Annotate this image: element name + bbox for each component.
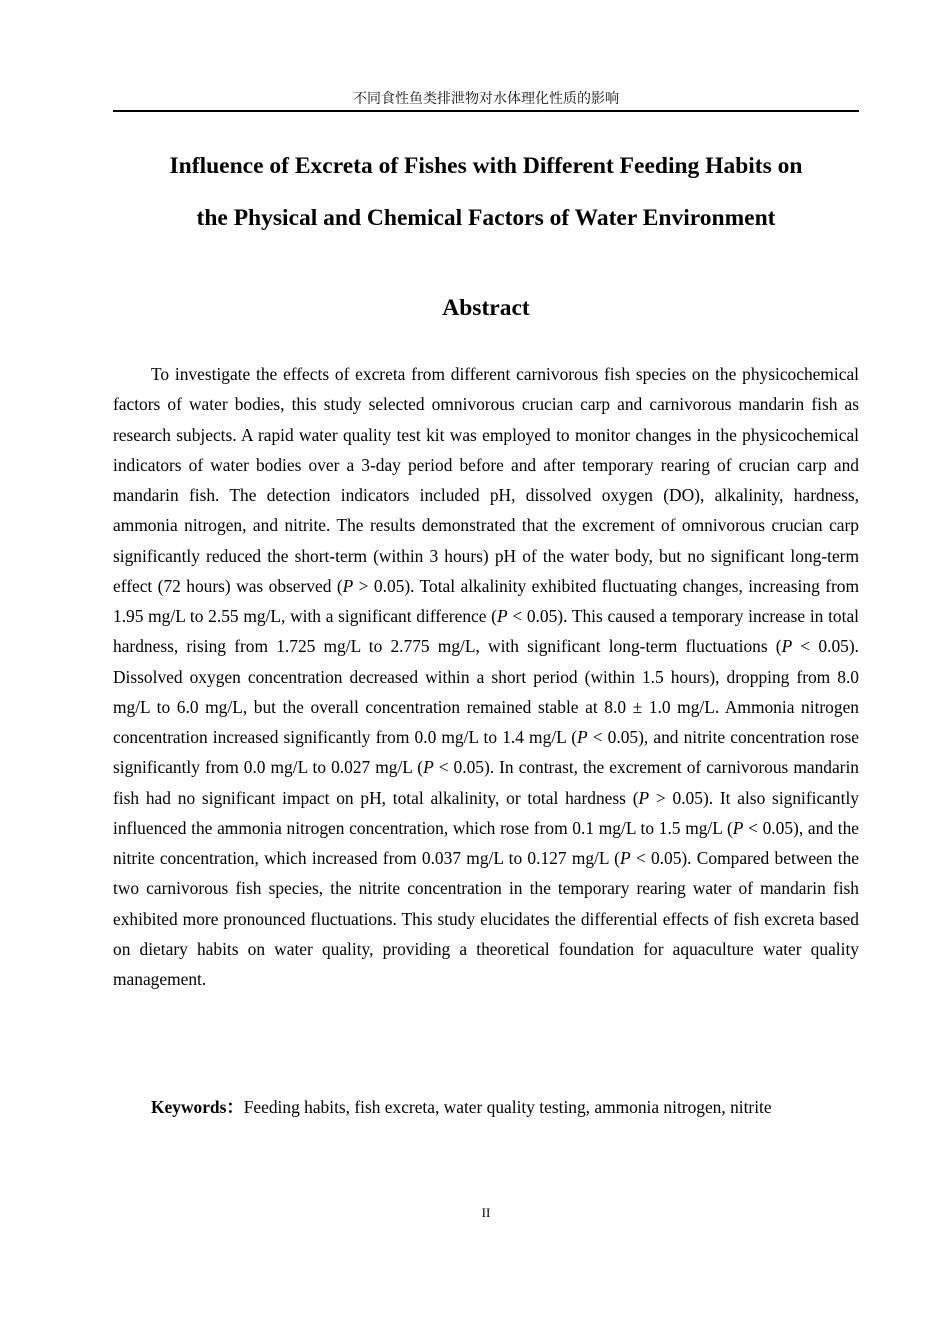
p-value-symbol: P [619,848,631,868]
abstract-text: > 0.05). Total alkalinity exhibited fluctuating changes, increasing from 1.95 mg/L to 2.55 mg/L, with a significant difference ( [113,575,859,626]
header-rule [113,110,859,112]
keywords [151,1093,871,1121]
abstract-text: < 0.05), and the nitrite concentration, which increased from 0.037 mg/L to 0.127 mg/L ( [113,817,859,868]
abstract-text: To investigate the effects of excreta from different carnivorous fish species on the physicochemical factors of water bodies, this study selected omnivorous crucian carp and carnivorous mandarin fish as research subjects. A rapid water quality test kit was employed to monitor changes in the physicochemical indicators of water bodies over a 3-day period before and after temporary rearing of crucian carp and mandarin fish. The detection indicators included pH, dissolved oxygen (DO), alkalinity, hardness, ammonia nitrogen, and nitrite. The results demonstrated that the excrement of omnivorous crucian carp significantly reduced the short-term (within 3 hours) pH of the water body, but no significant long-term effect (72 hours) was observed ( [113,364,859,596]
page-number: II [481,1205,491,1220]
p-value-symbol: P [577,727,588,747]
running-header: 不同食性鱼类排泄物对水体理化性质的影响 [353,91,619,107]
abstract-text: < 0.05), and nitrite concentration rose significantly from 0.0 mg/L to 0.027 mg/L ( [113,727,859,778]
p-value-symbol: P [423,757,434,778]
abstract-text: < 0.05). In contrast, the excrement of carnivorous mandarin fish had no significant impact on pH, total alkalinity, or total hardness ( [113,757,859,808]
paper-title-line-2: the Physical and Chemical Factors of Water Environment [196,205,776,231]
p-value-symbol: P [496,606,508,626]
abstract-body [113,359,859,994]
abstract-text: < 0.05). Compared between the two carnivorous fish species, the nitrite concentration in the temporary rearing water of mandarin fish exhibited more pronounced fluctuations. This study elucidates the differential effects of fish excreta based on dietary habits on water quality, providing a theoretical foundation for aquaculture water quality management. [113,848,859,989]
p-value-symbol: P [781,636,793,657]
abstract-text: > 0.05). It also significantly influenced the ammonia nitrogen concentration, which rose from 0.1 mg/L to 1.5 mg/L ( [113,787,859,838]
abstract-text: < 0.05). This caused a temporary increase in total hardness, rising from 1.725 mg/L to 2.775 mg/L, with significant long-term fluctuations ( [113,606,859,657]
p-value-symbol: P [342,575,354,596]
abstract-heading: Abstract [442,295,530,321]
keywords-label: Keywords： [151,1097,244,1117]
keywords-text: Feeding habits, fish excreta, water quality testing, ammonia nitrogen, nitrite [243,1097,772,1117]
p-value-symbol: P [732,817,744,838]
abstract-text: < 0.05). Dissolved oxygen concentration decreased within a short period (within 1.5 hours), dropping from 8.0 mg/L to 6.0 mg/L, but the overall concentration remained stable at 8.0 ± 1.0 mg/L. Ammonia nitrogen concentration increased significantly from 0.0 mg/L to 1.4 mg/L ( [113,636,859,747]
p-value-symbol: P [638,787,650,808]
paper-title [113,140,859,244]
paper-title-line-1: Influence of Excreta of Fishes with Different Feeding Habits on [169,153,803,179]
